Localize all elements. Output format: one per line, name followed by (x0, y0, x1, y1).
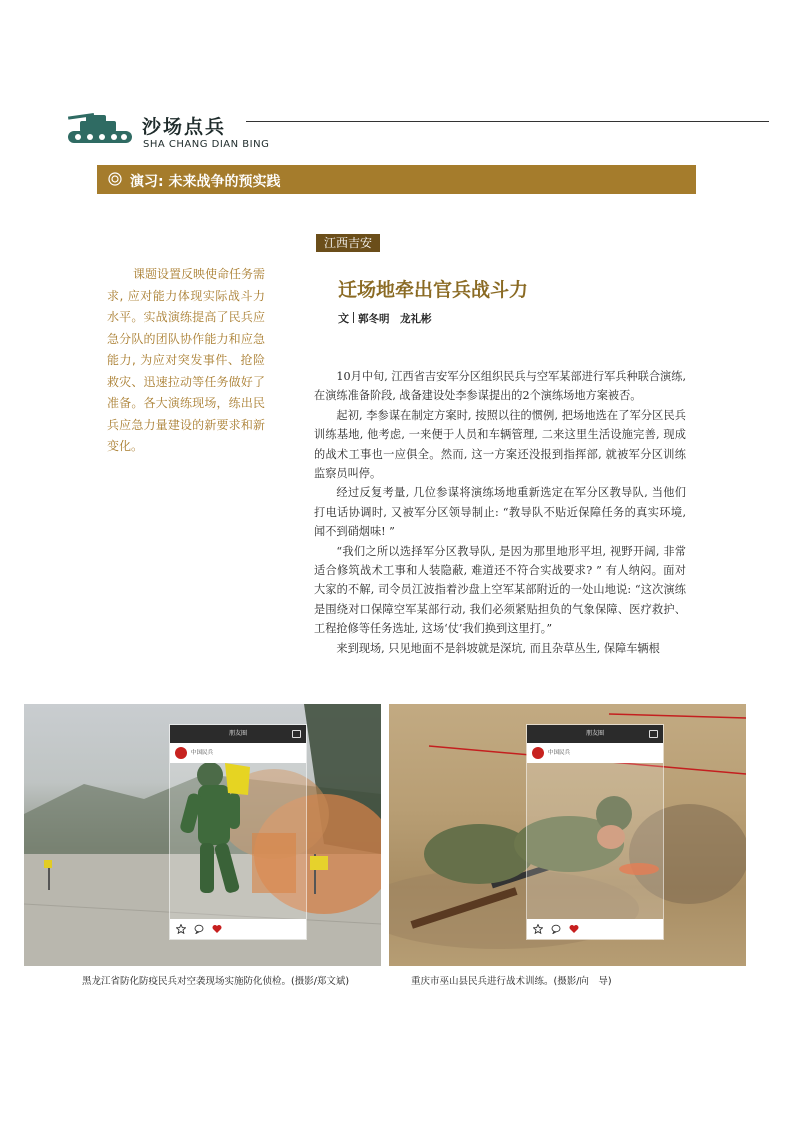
account-name: 中国民兵 (191, 750, 214, 756)
byline-divider (353, 312, 354, 323)
photo-caption-right: 重庆市巫山县民兵进行战术训练。(摄影/向 导) (411, 976, 612, 987)
account-logo (532, 747, 544, 759)
comment-icon[interactable] (194, 924, 204, 934)
byline-prefix: 文 (338, 312, 349, 325)
banner-title: 演习: 未来战争的预实践 (130, 174, 281, 190)
paragraph: 经过反复考量, 几位参谋将演练场地重新选定在军分区教导队, 当他们打电话协调时, 又被军分区领导制止: “教导队不贴近保障任务的真实环境, 闻不到硝烟味! ” (314, 486, 686, 539)
post-actions (527, 919, 663, 939)
heart-icon[interactable] (569, 924, 579, 934)
phone-header: 朋友圈 (527, 725, 663, 743)
article-title: 迁场地牵出官兵战斗力 (338, 279, 529, 301)
comment-icon[interactable] (551, 924, 561, 934)
section-title: 沙场点兵 (142, 116, 227, 138)
photo-caption-left: 黑龙江省防化防疫民兵对空袭现场实施防化侦检。(摄影/郑文斌) (82, 976, 350, 987)
post-actions (170, 919, 306, 939)
soldier-in-hazmat (170, 763, 306, 919)
camera-icon (292, 730, 301, 738)
star-icon[interactable] (533, 924, 543, 934)
tank-icon (66, 107, 136, 147)
camera-icon (649, 730, 658, 738)
phone-account-row (527, 743, 663, 763)
social-post-overlay (169, 724, 307, 940)
byline-authors: 郭冬明 龙礼彬 (358, 313, 432, 325)
section-pinyin: SHA CHANG DIAN BING (143, 139, 270, 150)
paragraph: 10月中旬, 江西省吉安军分区组织民兵与空军某部进行军兵种联合演练, 在演练准备阶段, 战备建设处李参谋提出的2个演练场地方案被否。 (314, 370, 686, 403)
paragraph: 起初, 李参谋在制定方案时, 按照以往的惯例, 把场地选在了军分区民兵训练基地, 他考虑, 一来便于人员和车辆管理, 二来这里生活设施完善, 现成的战术工事也一应俱全。然而, 这一方案还没报到指挥部, 就被军分区训练监察员叫停。 (314, 408, 686, 481)
social-post-overlay (526, 724, 664, 940)
paragraph: 来到现场, 只见地面不是斜坡就是深坑, 而且杂草丛生, 保障车辆根 (336, 641, 660, 655)
photo-tactical-training (389, 704, 746, 966)
photo-chemical-defense (24, 704, 381, 966)
article-body (314, 367, 686, 658)
region-tag: 江西吉安 (316, 234, 380, 252)
heart-icon[interactable] (212, 924, 222, 934)
paragraph: “我们之所以选择军分区教导队, 是因为那里地形平坦, 视野开阔, 非常适合修筑战术工事和人装隐蔽, 难道还不符合实战要求? ” 有人纳闷。面对大家的不解, 司令员江波指着沙盘上空军某部附近的一处山地说: “这次演练是围绕对口保障空军某部行动, 我们必须紧贴担负的气象保障、医疗救护、工程抢修等任务选址, 这场‘仗’我们换到这里打。” (314, 544, 686, 636)
account-name: 中国民兵 (548, 750, 571, 756)
phone-account-row (170, 743, 306, 763)
header-divider (246, 121, 769, 122)
star-icon[interactable] (176, 924, 186, 934)
byline (338, 310, 432, 326)
pull-quote: 课题设置反映使命任务需求, 应对能力体现实际战斗力水平。实战演练提高了民兵应急分队的团队协作能力和应急能力, 为应对突发事件、抢险救灾、迅速拉动等任务做好了准备。各大演练现场，练出民兵应急力量建设的新要求和新变化。 (107, 267, 266, 453)
account-logo (175, 747, 187, 759)
phone-header: 朋友圈 (170, 725, 306, 743)
target-circle-icon (108, 172, 122, 186)
